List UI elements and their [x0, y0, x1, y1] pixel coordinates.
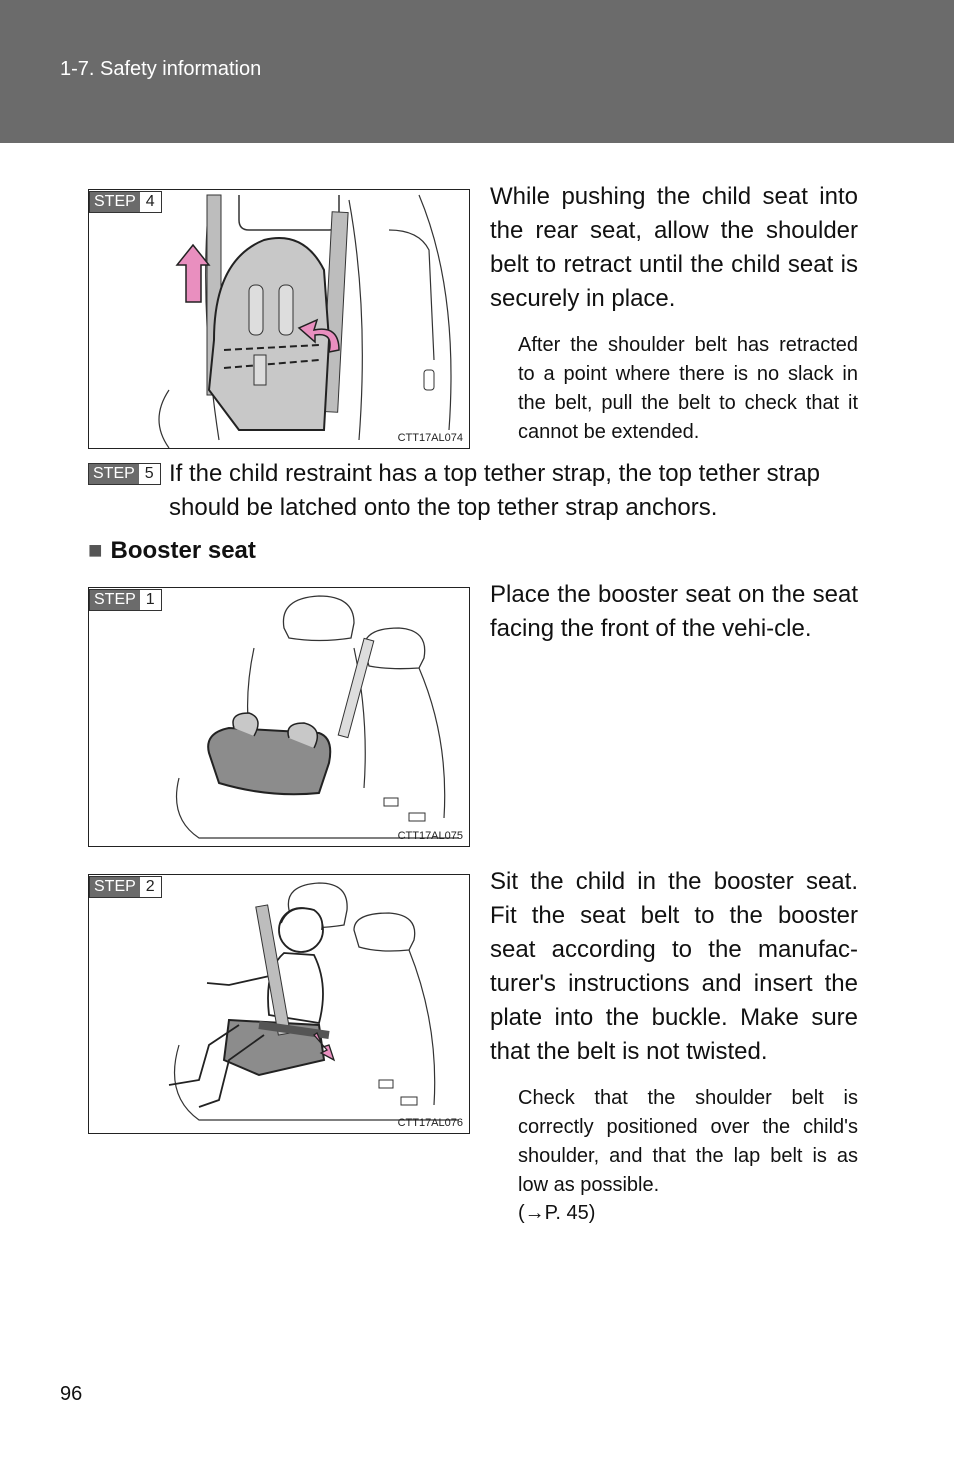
page-number: 96	[60, 1383, 83, 1405]
step-badge-4	[89, 191, 162, 213]
step-badge-2	[89, 876, 162, 898]
page-reference: (→P. 45)	[518, 1202, 596, 1224]
step-number: 1	[140, 590, 161, 610]
step-number: 4	[140, 192, 161, 212]
figure-code: CTT17AL076	[397, 1117, 463, 1129]
page-header	[0, 0, 954, 143]
figure-booster-step1	[88, 587, 470, 847]
step-number: 2	[140, 877, 161, 897]
section-title: 1-7. Safety information	[60, 58, 262, 80]
booster-step1-text: Place the booster seat on the seat facing the front of the vehi-cle.	[490, 581, 858, 642]
booster-seat-illustration	[89, 588, 469, 846]
figure-step4	[88, 189, 470, 449]
pull-up-arrow	[177, 245, 209, 302]
step5-text: If the child restraint has a top tether strap, the top tether strap should be latched onto the top tether strap anchors.	[169, 460, 821, 521]
child-seat-illustration	[89, 190, 469, 448]
figure-code: CTT17AL074	[397, 432, 463, 444]
step-label: STEP	[90, 192, 140, 212]
booster-step2-text: Sit the child in the booster seat. Fit the seat belt to the booster seat according to the manufac-turer's instructions and insert the plate into the buckle. Make sure that the belt is not twisted.	[490, 868, 858, 1065]
step-badge-5	[88, 463, 161, 485]
step4-text: While pushing the child seat into the rear seat, allow the shoulder belt to retract until the child seat is securely in place.	[490, 183, 858, 312]
step-label: STEP	[90, 877, 140, 897]
child-in-booster-illustration	[89, 875, 469, 1133]
step-badge-1	[89, 589, 162, 611]
step-label: STEP	[90, 590, 140, 610]
bullet-square-icon: ■	[88, 537, 103, 564]
heading-text: Booster seat	[110, 537, 256, 564]
figure-code: CTT17AL075	[397, 830, 463, 842]
step-label: STEP	[89, 464, 139, 484]
figure-booster-step2	[88, 874, 470, 1134]
step4-note: After the shoulder belt has retracted to a point where there is no slack in the belt, pull the belt to check that it cannot be extended.	[518, 334, 858, 443]
booster-step2-note: Check that the shoulder belt is correctly positioned over the child's shoulder, and that the lap belt is as low as possible.	[518, 1087, 858, 1196]
step-number: 5	[139, 464, 160, 484]
section-heading	[88, 537, 256, 565]
